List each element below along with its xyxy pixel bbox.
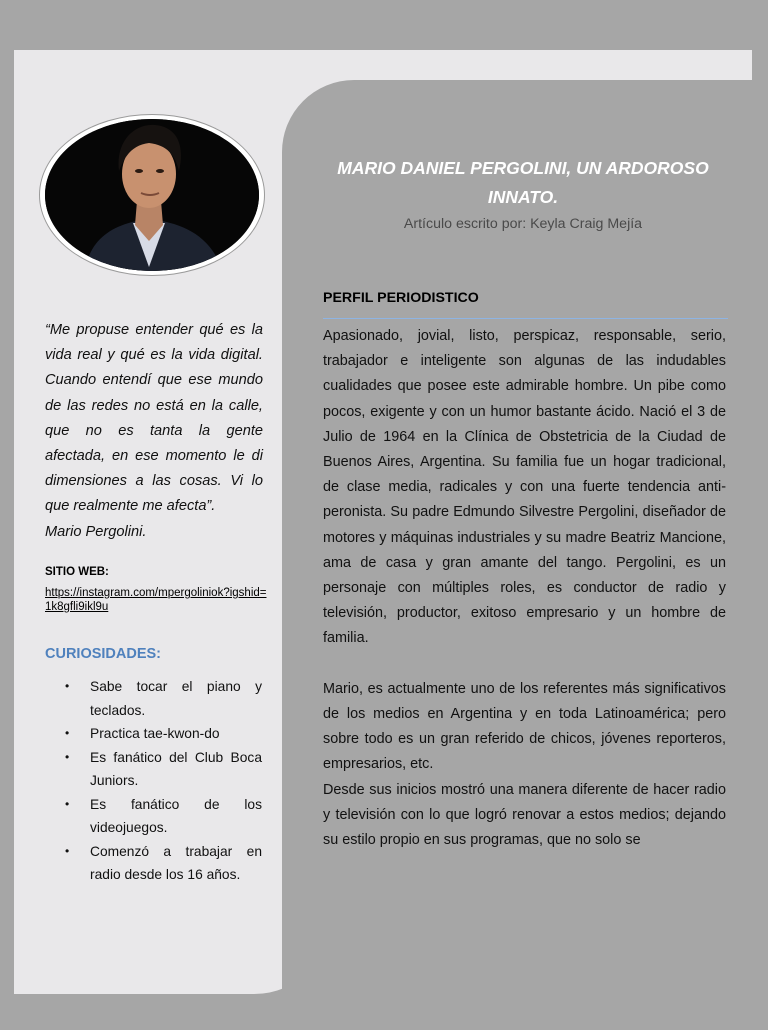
bullet-icon: • bbox=[65, 843, 70, 858]
bullet-icon: • bbox=[65, 679, 70, 693]
curiosity-item bbox=[62, 722, 262, 746]
body-paragraph: Desde sus inicios mostró una manera diferente de hacer radio y televisión con lo que logró renovar a estos medios; dejando su estilo propio en sus programas, que no solo se bbox=[323, 781, 726, 849]
bullet-icon: • bbox=[65, 749, 70, 764]
article-title: MARIO DANIEL PERGOLINI, UN ARDOROSO INNATO. bbox=[337, 158, 709, 207]
curiosities-list bbox=[62, 675, 262, 887]
curiosity-item bbox=[62, 840, 262, 887]
website-link[interactable]: https://instagram.com/mpergoliniok?igshid=1k8gfli9ikl9u bbox=[45, 587, 267, 613]
curiosity-text: Sabe tocar el piano y teclados. bbox=[90, 679, 262, 718]
portrait-illustration bbox=[45, 119, 259, 271]
bullet-icon: • bbox=[65, 726, 70, 740]
curiosity-item bbox=[62, 675, 262, 722]
body-paragraph: Mario, es actualmente uno de los referentes más significativos de los medios en Argentina y en toda Latinoamérica; pero sobre todo es un gran referido de chicos, jóvenes reporteros, empresarios, etc. bbox=[323, 680, 726, 773]
article-body bbox=[323, 324, 726, 853]
article-byline: Artículo escrito por: Keyla Craig Mejía bbox=[403, 216, 643, 232]
quote-author: Mario Pergolini. bbox=[45, 523, 147, 540]
heading-divider bbox=[323, 318, 728, 319]
body-paragraph: Apasionado, jovial, listo, perspicaz, responsable, serio, trabajador e inteligente son algunas de las indudables cualidades que posee este admirable hombre. Un pibe como pocos, exigente y con un humor bastante ácido. Nació el 3 de Julio de 1964 en la Clínica de Obstetricia de la Ciudad de Buenos Aires, Argentina. Su familia fue un hogar tradicional, de clase media, radicales y con una fuerte tendencia anti-peronista. Su padre Edmundo Silvestre Pergolini, diseñador de motores y máquinas industriales y su madre Beatriz Mancione, ama de casa y gran amante del tango. Pergolini, es un personaje con múltiples roles, es conductor de radio y televisión, productor, exitoso empresario y un hombre de familia. bbox=[323, 328, 726, 647]
curiosity-text: Es fanático de los videojuegos. bbox=[90, 796, 262, 835]
curiosity-item bbox=[62, 746, 262, 793]
portrait-photo bbox=[45, 119, 259, 271]
curiosities-title: CURIOSIDADES: bbox=[45, 646, 162, 662]
curiosity-text: Es fanático del Club Boca Juniors. bbox=[90, 749, 262, 788]
bullet-icon: • bbox=[65, 796, 70, 811]
curiosity-text: Comenzó a trabajar en radio desde los 16 años. bbox=[90, 843, 262, 882]
curiosity-text: Practica tae-kwon-do bbox=[90, 726, 220, 741]
curiosity-item bbox=[62, 793, 262, 840]
section-heading: PERFIL PERIODISTICO bbox=[323, 290, 479, 306]
quote-text: “Me propuse entender qué es la vida real y qué es la vida digital. Cuando entendí que ese mundo de las redes no está en la calle, que no es tanta la gente afectada, en ese momento le di dimensiones a las cosas. Vi lo que realmente me afecta”. bbox=[45, 322, 263, 515]
website-label: SITIO WEB: bbox=[45, 566, 109, 578]
sidebar-quote bbox=[45, 318, 263, 545]
